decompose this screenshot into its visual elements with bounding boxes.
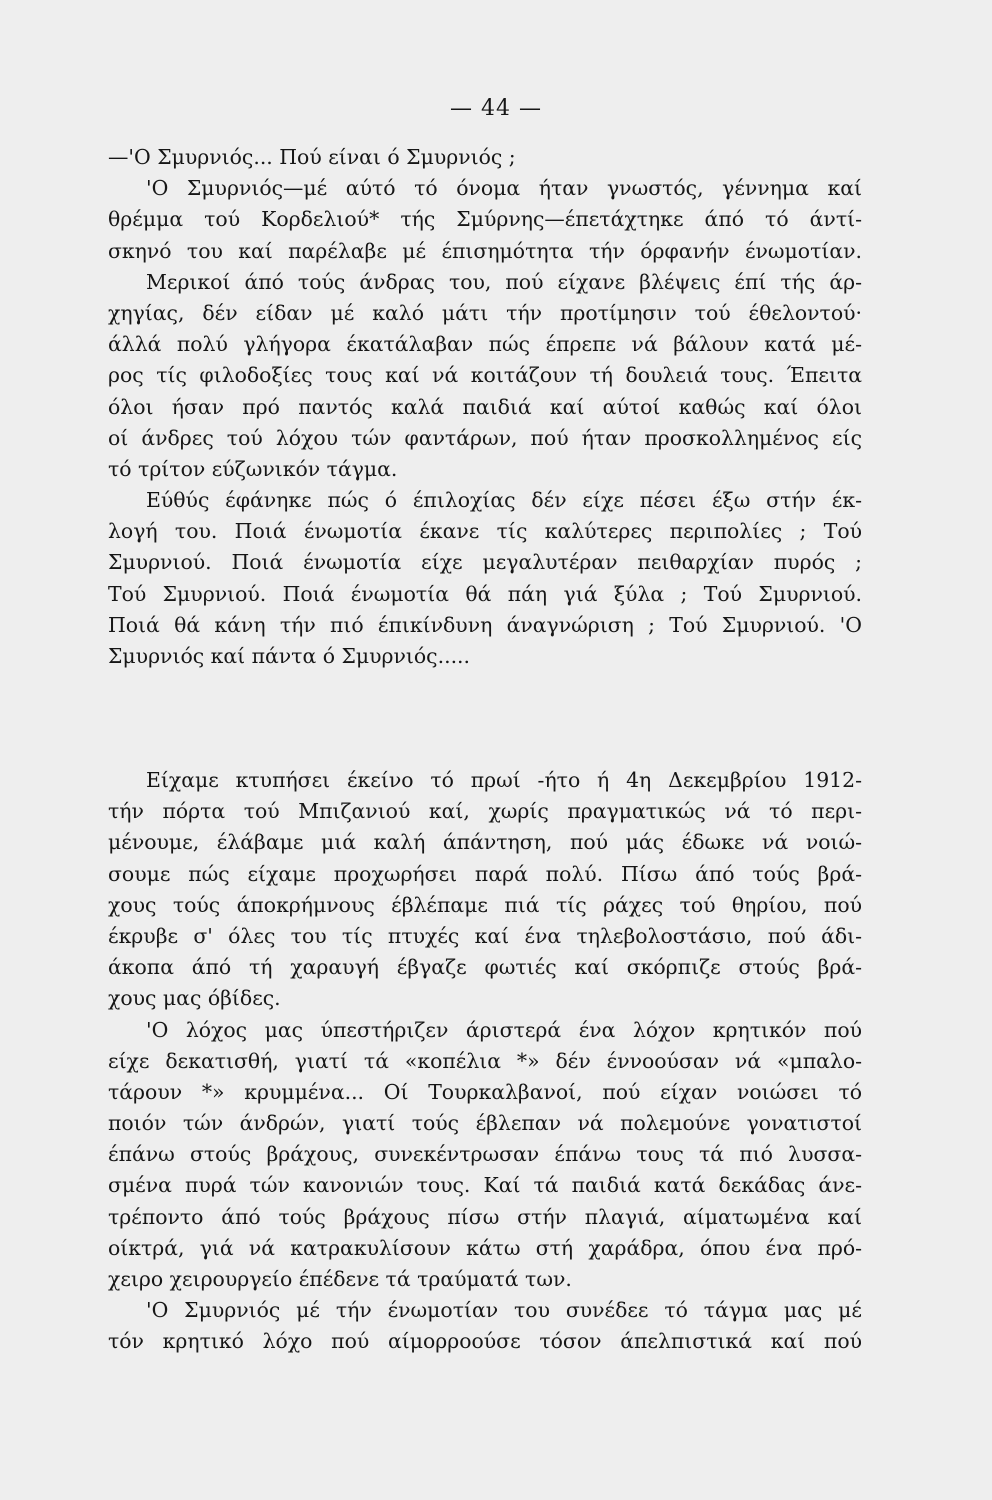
text-line: άλλά πολύ γλήγορα έκατάλαβαν πώς έπρεπε νά βάλουν κατά μέ- — [108, 332, 862, 357]
text-line: άκοπα άπό τή χαραυγή έβγαζε φωτιές καί σκόρπιζε στούς βρά- — [108, 955, 862, 980]
text-line: ποιόν τών άνδρών, γιατί τούς έβλεπαν νά πολεμούνε γονατιστοί — [108, 1111, 862, 1136]
text-line: Εύθύς έφάνηκε πώς ό έπιλοχίας δέν είχε πέσει έξω στήν έκ- — [146, 488, 862, 513]
text-line: χους τούς άποκρήμνους έβλέπαμε πιά τίς ράχες τού θηρίου, πού — [108, 892, 862, 917]
text-line: Σμυρνιού. Ποιά ένωμοτία είχε μεγαλυτέραν πειθαρχίαν πυρός ; — [108, 550, 862, 575]
text-line: —'Ο Σμυρνιός... Πού είναι ό Σμυρνιός ; — [108, 145, 516, 169]
text-line: σμένα πυρά τών κανονιών τους. Καί τά παιδιά κατά δεκάδας άνε- — [108, 1173, 862, 1198]
page-number: — 44 — — [450, 96, 542, 121]
text-line: θρέμμα τού Κορδελιού* τής Σμύρνης—έπετάχτηκε άπό τό άντί- — [108, 207, 862, 232]
text-line: χειρο χειρουργείο έπέδενε τά τραύματά των. — [108, 1267, 572, 1291]
text-line: τρέποντο άπό τούς βράχους πίσω στήν πλαγιά, αίματωμένα καί — [108, 1204, 862, 1229]
text-line: τήν πόρτα τού Μπιζανιού καί, χωρίς πραγματικώς νά τό περι- — [108, 799, 862, 824]
text-section-1 — [108, 142, 862, 672]
text-line: τό τρίτον εύζωνικόν τάγμα. — [108, 456, 398, 481]
text-line: Τού Σμυρνιού. Ποιά ένωμοτία θά πάη γιά ξύλα ; Τού Σμυρνιού. — [108, 581, 862, 606]
text-line: 'Ο Σμυρνιός μέ τήν ένωμοτίαν του συνέδεε τό τάγμα μας μέ — [146, 1298, 862, 1323]
text-line: 'Ο Σμυρνιός—μέ αύτό τό όνομα ήταν γνωστός, γέννημα καί — [146, 176, 862, 201]
text-line: χους μας όβίδες. — [108, 986, 281, 1011]
text-line: οί άνδρες τού λόχου τών φαντάρων, πού ήταν προσκολλημένος είς — [108, 425, 862, 450]
text-line: Ποιά θά κάνη τήν πιό έπικίνδυνη άναγνώριση ; Τού Σμυρνιού. 'Ο — [108, 612, 862, 637]
text-line: Είχαμε κτυπήσει έκείνο τό πρωί -ήτο ή 4η Δεκεμβρίου 1912- — [146, 768, 862, 792]
text-line: έπάνω στούς βράχους, συνεκέντρωσαν έπάνω τους τά πιό λυσσα- — [108, 1142, 862, 1167]
text-line: ρος τίς φιλοδοξίες τους καί νά κοιτάζουν τή δουλειά τους. Έπειτα — [108, 363, 862, 388]
text-line: Σμυρνιός καί πάντα ό Σμυρνιός..... — [108, 644, 471, 668]
text-line: σουμε πώς είχαμε προχωρήσει παρά πολύ. Πίσω άπό τούς βρά- — [108, 861, 862, 886]
text-line: μένουμε, έλάβαμε μιά καλή άπάντηση, πού μάς έδωκε νά νοιώ- — [108, 830, 862, 855]
text-line: σκηνό του καί παρέλαβε μέ έπισημότητα τήν όρφανήν ένωμοτίαν. — [108, 238, 862, 263]
text-line: είχε δεκατισθή, γιατί τά «κοπέλια *» δέν έννοούσαν νά «μπαλο- — [108, 1048, 862, 1073]
text-line: έκρυβε σ' όλες του τίς πτυχές καί ένα τηλεβολοστάσιο, πού άδι- — [108, 923, 862, 948]
text-line: λογή του. Ποιά ένωμοτία έκανε τίς καλύτερες περιπολίες ; Τού — [108, 519, 862, 544]
text-line: χηγίας, δέν είδαν μέ καλό μάτι τήν προτίμησιν τού έθελοντού· — [108, 300, 862, 325]
text-line: όλοι ήσαν πρό παντός καλά παιδιά καί αύτοί καθώς καί όλοι — [108, 394, 862, 419]
text-line: οίκτρά, γιά νά κατρακυλίσουν κάτω στή χαράδρα, όπου ένα πρό- — [108, 1235, 862, 1260]
text-section-2 — [108, 765, 862, 1358]
text-line: 'Ο λόχος μας ύπεστήριζεν άριστερά ένα λόχον κρητικόν πού — [146, 1017, 862, 1042]
text-line: τάρουν *» κρυμμένα... Οί Τουρκαλβανοί, πού είχαν νοιώσει τό — [108, 1079, 862, 1104]
text-line: τόν κρητικό λόχο πού αίμορροούσε τόσον άπελπιστικά καί πού — [108, 1329, 862, 1354]
text-line: Μερικοί άπό τούς άνδρας του, πού είχανε βλέψεις έπί τής άρ- — [146, 269, 862, 294]
